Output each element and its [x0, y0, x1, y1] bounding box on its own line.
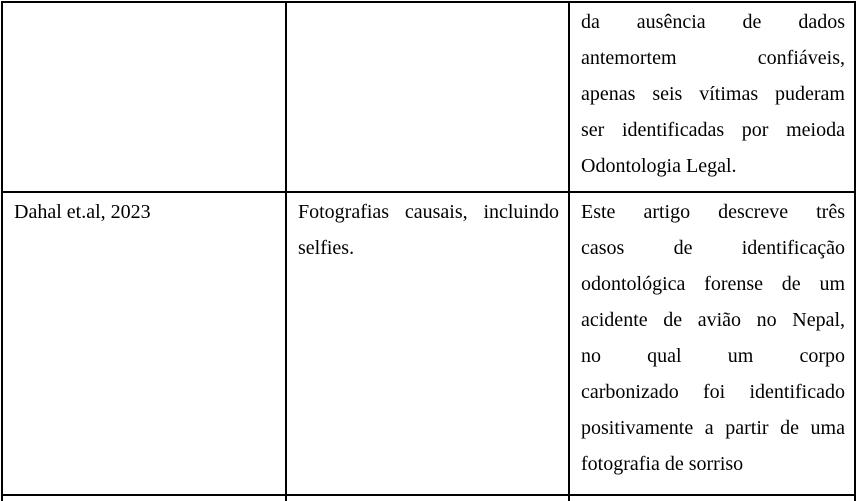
method-cell-next: [286, 495, 569, 501]
text-line: casos de identificação: [581, 237, 845, 259]
author-cell-empty: [2, 2, 286, 192]
table-row-continued: [2, 2, 855, 192]
author-cell: [2, 192, 286, 495]
text-line: odontológica forense de um: [581, 273, 845, 295]
text-line: fotografia de sorriso: [581, 453, 744, 475]
text-line: ser identificadas por meioda: [581, 119, 845, 141]
text-line: apenas seis vítimas puderam: [581, 83, 845, 105]
method-cell: [286, 192, 569, 495]
text-line: carbonizado foi identificado: [581, 381, 845, 403]
text-line: selfies.: [298, 237, 355, 259]
table-row-dahal: [2, 192, 855, 495]
summary-cell-next: [569, 495, 855, 501]
literature-review-table: [1, 1, 856, 501]
method-cell-empty: [286, 2, 569, 192]
table-row-next-partial: [2, 495, 855, 501]
text-line: acidente de avião no Nepal,: [581, 309, 845, 331]
text-line: positivamente a partir de uma: [581, 417, 845, 439]
text-line: Dahal et.al, 2023: [14, 201, 151, 223]
author-cell-next: [2, 495, 286, 501]
text-line: Fotografias causais, incluindo: [298, 201, 559, 223]
summary-cell: [569, 192, 855, 495]
text-line: da ausência de dados: [581, 11, 845, 33]
summary-cell-continued: [569, 2, 855, 192]
text-line: Este artigo descreve três: [581, 201, 845, 223]
text-line: antemortem confiáveis,: [581, 47, 845, 69]
text-line: no qual um corpo: [581, 345, 845, 367]
text-line: Odontologia Legal.: [581, 155, 737, 177]
